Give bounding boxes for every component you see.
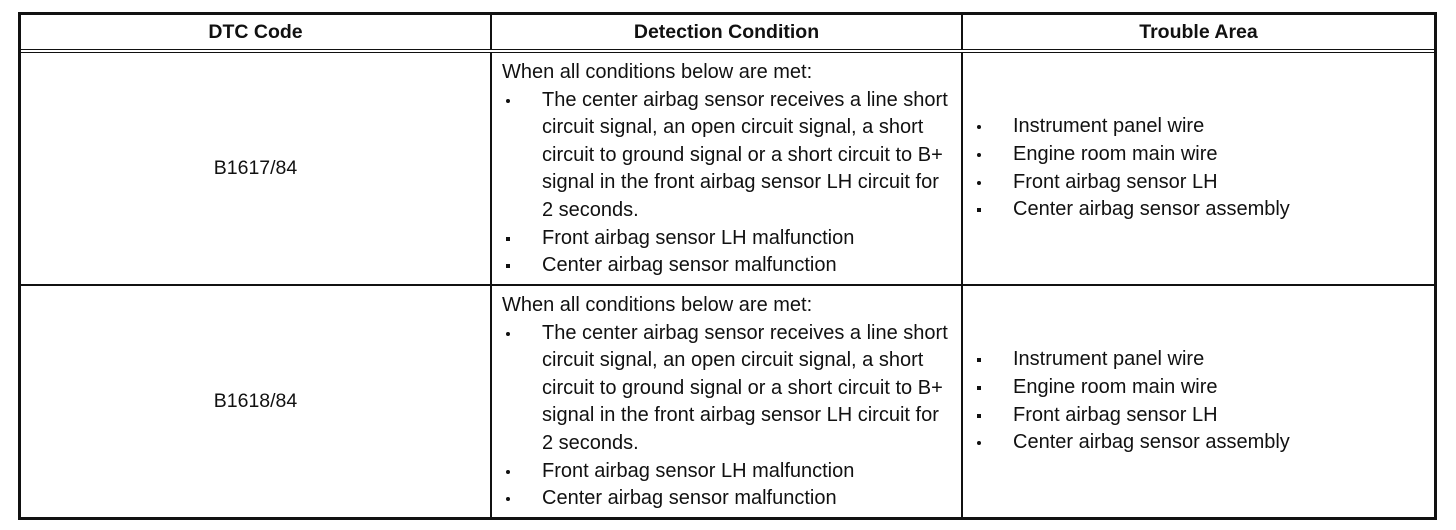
header-dtc-code: DTC Code bbox=[21, 15, 491, 51]
condition-list bbox=[502, 87, 953, 280]
trouble-area-list bbox=[973, 113, 1426, 223]
trouble-area-item: Engine room main wire bbox=[973, 374, 1426, 402]
dtc-table bbox=[18, 12, 1437, 520]
trouble-area-list bbox=[973, 346, 1426, 456]
trouble-area-item: Instrument panel wire bbox=[973, 346, 1426, 374]
header-row bbox=[21, 15, 1434, 51]
condition-item: The center airbag sensor receives a line short circuit signal, an open circuit signal, a short circuit to ground signal or a short circuit to B+ signal in the front airbag sensor LH circuit for 2 seconds. bbox=[502, 87, 953, 225]
condition-item: Front airbag sensor LH malfunction bbox=[502, 458, 953, 486]
condition-item: Center airbag sensor malfunction bbox=[502, 252, 953, 280]
condition-item: The center airbag sensor receives a line short circuit signal, an open circuit signal, a short circuit to ground signal or a short circuit to B+ signal in the front airbag sensor LH circuit for 2 seconds. bbox=[502, 320, 953, 458]
dtc-table-grid bbox=[21, 15, 1434, 517]
trouble-area-cell bbox=[962, 285, 1434, 517]
condition-intro: When all conditions below are met: bbox=[502, 294, 813, 316]
table-row bbox=[21, 51, 1434, 285]
condition-item: Center airbag sensor malfunction bbox=[502, 485, 953, 513]
dtc-code-cell: B1618/84 bbox=[21, 285, 491, 517]
dtc-code-cell: B1617/84 bbox=[21, 51, 491, 285]
header-detection-condition: Detection Condition bbox=[491, 15, 962, 51]
trouble-area-item: Engine room main wire bbox=[973, 141, 1426, 169]
table-row bbox=[21, 285, 1434, 517]
trouble-area-item: Front airbag sensor LH bbox=[973, 402, 1426, 430]
condition-item: Front airbag sensor LH malfunction bbox=[502, 225, 953, 253]
detection-condition-cell bbox=[491, 51, 962, 285]
trouble-area-item: Instrument panel wire bbox=[973, 113, 1426, 141]
condition-list bbox=[502, 320, 953, 513]
trouble-area-item: Front airbag sensor LH bbox=[973, 169, 1426, 197]
trouble-area-item: Center airbag sensor assembly bbox=[973, 196, 1426, 224]
trouble-area-cell bbox=[962, 51, 1434, 285]
header-trouble-area: Trouble Area bbox=[962, 15, 1434, 51]
trouble-area-item: Center airbag sensor assembly bbox=[973, 429, 1426, 457]
condition-intro: When all conditions below are met: bbox=[502, 61, 813, 83]
detection-condition-cell bbox=[491, 285, 962, 517]
